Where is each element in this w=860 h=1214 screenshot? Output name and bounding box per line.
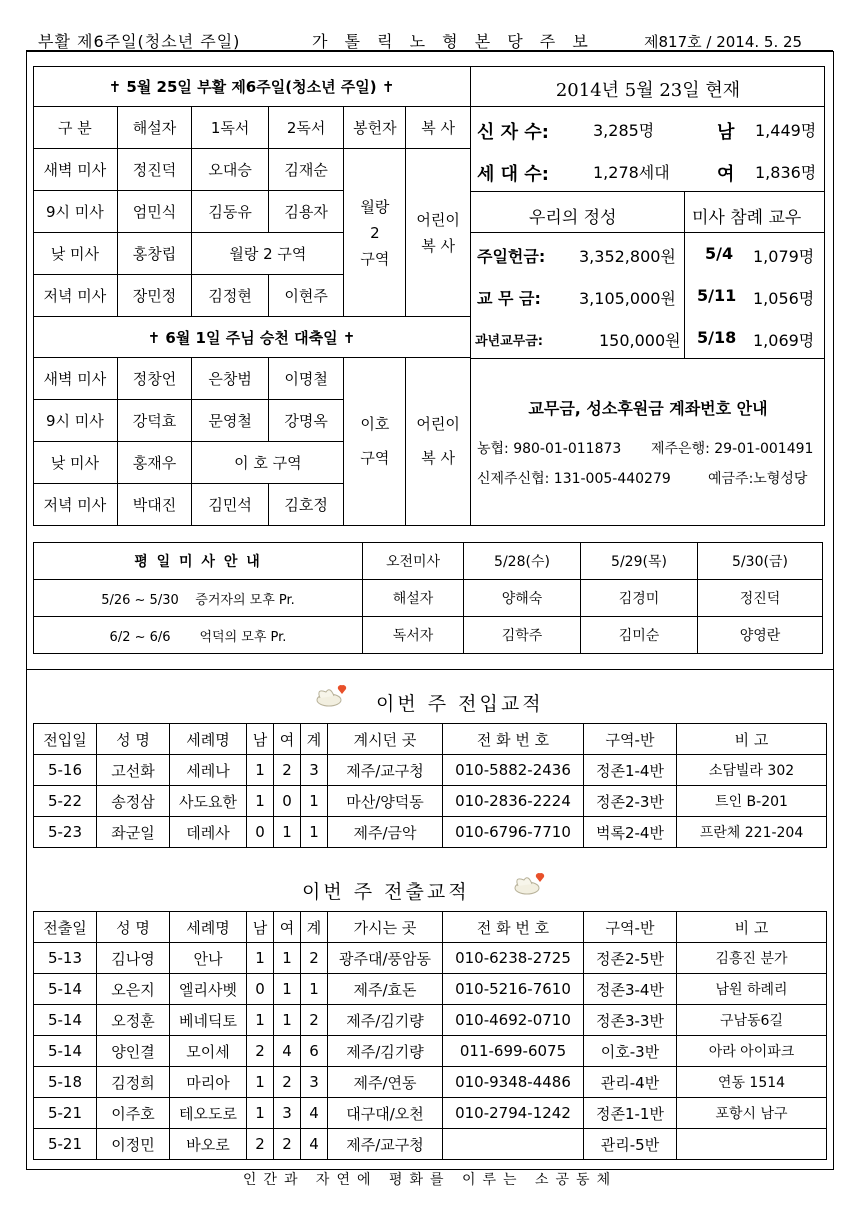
commentator: 홍창립 (117, 233, 192, 275)
altar-line: 어린이 (416, 415, 460, 434)
table-cell: 1 (274, 817, 301, 848)
table-cell: 2 (247, 1036, 274, 1067)
weekday-header: 오전미사 (363, 543, 464, 580)
transfer-out-col-header: 비 고 (677, 912, 827, 943)
reader2: 김용자 (268, 191, 344, 233)
female-label: 여 (717, 164, 735, 185)
weekday-mass-table (33, 542, 823, 654)
table-cell: 010-2836-2224 (443, 786, 584, 817)
offering-line: 구역 (360, 449, 390, 468)
table-cell: 2 (301, 943, 328, 974)
table-cell: 구남동6길 (677, 1005, 827, 1036)
table-cell: 제주/교구청 (328, 755, 443, 786)
transfer-out-col-header: 전 화 번 호 (443, 912, 584, 943)
table-cell: 오정훈 (97, 1005, 170, 1036)
table-cell: 5-21 (34, 1129, 97, 1160)
reader2: 강명옥 (268, 400, 344, 442)
table-row (34, 1098, 827, 1129)
mass-name: 저녁 미사 (33, 484, 117, 526)
weekday-period: 5/26 ~ 5/30 증거자의 모후 Pr. (34, 580, 363, 617)
households-row (471, 160, 825, 190)
divider (471, 106, 825, 107)
transfer-in-col-header: 남 (247, 724, 274, 755)
col-header: 구 분 (33, 107, 117, 149)
table-cell: 011-699-6075 (443, 1036, 584, 1067)
past-value: 150,000원 (599, 331, 681, 350)
table-cell: 3 (274, 1098, 301, 1129)
weekday-period: 6/2 ~ 6/6 억덕의 모후 Pr. (34, 617, 363, 654)
past-label: 과년교무금: (475, 334, 543, 349)
reader2: 이명철 (268, 358, 344, 400)
table-cell: 정존3-4반 (584, 974, 677, 1005)
account-shinhyup: 신제주신협: 131-005-440279 (477, 471, 671, 487)
reader2: 이현주 (268, 275, 344, 317)
reader2: 김재순 (268, 149, 344, 191)
offering-line: 월랑 (360, 197, 390, 216)
table-cell: 제주/연동 (328, 1067, 443, 1098)
transfer-in-col-header: 세례명 (170, 724, 247, 755)
bulletin-header-right: 제817호 / 2014. 5. 25 (644, 33, 803, 51)
table-row (34, 1067, 827, 1098)
weekday-person: 양해숙 (464, 580, 581, 617)
table-row (34, 1129, 827, 1160)
dove-icon (512, 870, 546, 898)
table-row (34, 1036, 827, 1067)
account-nh: 농협: 980-01-011873 (477, 441, 622, 457)
table-cell: 010-6796-7710 (443, 817, 584, 848)
commentator: 홍재우 (117, 442, 192, 484)
transfer-in-col-header: 계 (301, 724, 328, 755)
table-cell: 4 (301, 1098, 328, 1129)
col-header: 1독서 (192, 107, 269, 149)
mass-name: 낮 미사 (33, 233, 117, 275)
account-title: 교무금, 성소후원금 계좌번호 안내 (528, 399, 768, 418)
altar-line: 어린이 (416, 210, 460, 229)
table-cell: 5-21 (34, 1098, 97, 1129)
table-cell: 1 (274, 974, 301, 1005)
table-cell: 3 (301, 1067, 328, 1098)
table-cell: 고선화 (97, 755, 170, 786)
table-cell: 2 (274, 1129, 301, 1160)
table-cell: 정존1-1반 (584, 1098, 677, 1129)
account-holder: 예금주:노형성당 (708, 471, 808, 487)
liturgy-schedule-table (33, 66, 471, 526)
table-row (34, 943, 827, 974)
transfer-in-col-header: 구역-반 (584, 724, 677, 755)
transfer-in-col-header: 전 화 번 호 (443, 724, 584, 755)
attendance-count: 1,069명 (753, 331, 815, 350)
table-cell: 사도요한 (170, 786, 247, 817)
weekday-person: 김학주 (464, 617, 581, 654)
parish-stats-panel (470, 66, 825, 524)
table-cell (443, 1129, 584, 1160)
dove-icon (314, 682, 348, 710)
mass-name: 9시 미사 (33, 191, 117, 233)
table-cell: 관리-4반 (584, 1067, 677, 1098)
transfer-out-title: 이번 주 전출교적 (302, 881, 470, 903)
households-label: 세 대 수: (477, 164, 549, 185)
mass-name: 낮 미사 (33, 442, 117, 484)
table-cell: 1 (247, 755, 274, 786)
table-cell: 5-18 (34, 1067, 97, 1098)
table-cell: 1 (274, 943, 301, 974)
stats-date-title: 2014년 5월 23일 현재 (555, 80, 741, 101)
attendance-date: 5/18 (697, 328, 737, 347)
col-header: 2독서 (268, 107, 344, 149)
weekday-person: 김미순 (581, 617, 698, 654)
weekday-person: 양영란 (698, 617, 823, 654)
table-cell: 0 (247, 817, 274, 848)
mass-name: 저녁 미사 (33, 275, 117, 317)
sunday-label: 주일헌금: (477, 247, 546, 266)
table-cell: 010-5882-2436 (443, 755, 584, 786)
table-cell: 대구대/오천 (328, 1098, 443, 1129)
table-cell: 연동 1514 (677, 1067, 827, 1098)
table-cell: 4 (301, 1129, 328, 1160)
transfer-out-col-header: 계 (301, 912, 328, 943)
table-cell: 베네딕토 (170, 1005, 247, 1036)
reader1: 오대승 (192, 149, 269, 191)
table-cell: 아라 아이파크 (677, 1036, 827, 1067)
divider (471, 191, 825, 192)
commentator: 정진덕 (117, 149, 192, 191)
reader1: 김정현 (192, 275, 269, 317)
table-cell: 010-2794-1242 (443, 1098, 584, 1129)
table-cell: 마산/양덕동 (328, 786, 443, 817)
offering-title: 우리의 정성 (529, 208, 617, 228)
transfer-in-col-header: 계시던 곳 (328, 724, 443, 755)
table-row (34, 817, 827, 848)
table-cell: 김정희 (97, 1067, 170, 1098)
dues-value: 3,105,000원 (579, 289, 676, 308)
table-cell: 김흥진 분가 (677, 943, 827, 974)
sunday-value: 3,352,800원 (579, 247, 676, 266)
weekday-person: 정진덕 (698, 580, 823, 617)
female-value: 1,836명 (755, 163, 817, 182)
table-cell: 1 (247, 1098, 274, 1129)
schedule1-title: ✝ 5월 25일 부활 제6주일(청소년 주일) ✝ (33, 66, 471, 107)
divider-vertical (684, 191, 685, 359)
altar-servers (406, 358, 471, 526)
transfer-out-col-header: 전출일 (34, 912, 97, 943)
believers-value: 3,285명 (593, 121, 655, 140)
table-cell: 6 (301, 1036, 328, 1067)
table-cell: 5-14 (34, 1005, 97, 1036)
transfer-out-col-header: 가시는 곳 (328, 912, 443, 943)
offering-line: 구역 (360, 249, 390, 268)
offering-line: 이호 (360, 415, 390, 434)
table-cell: 제주/효돈 (328, 974, 443, 1005)
table-cell: 남원 하례리 (677, 974, 827, 1005)
mass-name: 9시 미사 (33, 400, 117, 442)
transfer-out-col-header: 성 명 (97, 912, 170, 943)
table-cell: 테오도로 (170, 1098, 247, 1129)
transfer-in-table (33, 723, 827, 848)
transfer-in-col-header: 여 (274, 724, 301, 755)
altar-servers (406, 149, 471, 317)
table-cell: 1 (247, 1067, 274, 1098)
attendance-date: 5/11 (697, 286, 737, 305)
table-cell: 1 (301, 786, 328, 817)
table-cell: 3 (301, 755, 328, 786)
weekday-header: 5/30(금) (698, 543, 823, 580)
table-cell: 010-4692-0710 (443, 1005, 584, 1036)
transfer-in-col-header: 비 고 (677, 724, 827, 755)
commentator: 엄민식 (117, 191, 192, 233)
table-cell: 0 (247, 974, 274, 1005)
table-cell: 010-5216-7610 (443, 974, 584, 1005)
table-row (34, 786, 827, 817)
weekday-person: 김경미 (581, 580, 698, 617)
table-cell: 5-23 (34, 817, 97, 848)
table-cell: 김나영 (97, 943, 170, 974)
commentator: 정창언 (117, 358, 192, 400)
table-cell: 정존1-4반 (584, 755, 677, 786)
table-cell: 프란체 221-204 (677, 817, 827, 848)
table-cell: 트인 B-201 (677, 786, 827, 817)
table-cell: 이정민 (97, 1129, 170, 1160)
table-cell: 정존2-5반 (584, 943, 677, 974)
attendance-title: 미사 참례 교우 (692, 208, 802, 228)
table-cell: 1 (301, 817, 328, 848)
male-label: 남 (717, 122, 735, 143)
table-row (34, 755, 827, 786)
table-cell: 좌군일 (97, 817, 170, 848)
altar-line: 복 사 (421, 236, 455, 255)
table-cell: 이호-3반 (584, 1036, 677, 1067)
table-cell: 제주/교구청 (328, 1129, 443, 1160)
table-cell: 2 (301, 1005, 328, 1036)
schedule2-title: ✝ 6월 1일 주님 승천 대축일 ✝ (33, 317, 471, 358)
table-cell: 0 (274, 786, 301, 817)
table-cell: 1 (247, 943, 274, 974)
weekday-role: 해설자 (363, 580, 464, 617)
bulletin-header-left: 부활 제6주일(청소년 주일) (38, 32, 241, 51)
weekday-title: 평 일 미 사 안 내 (34, 543, 363, 580)
weekday-header: 5/28(수) (464, 543, 581, 580)
table-cell: 마리아 (170, 1067, 247, 1098)
divider (471, 232, 825, 233)
bulletin-header-center: 가 톨 릭 노 형 본 당 주 보 (312, 32, 594, 51)
weekday-role: 독서자 (363, 617, 464, 654)
mass-name: 새벽 미사 (33, 149, 117, 191)
table-cell: 1 (301, 974, 328, 1005)
table-cell (677, 1129, 827, 1160)
transfer-in-col-header: 성 명 (97, 724, 170, 755)
table-cell: 이주호 (97, 1098, 170, 1129)
table-row (34, 974, 827, 1005)
reader1: 김동유 (192, 191, 269, 233)
table-cell: 제주/금악 (328, 817, 443, 848)
table-cell: 오은지 (97, 974, 170, 1005)
transfer-out-col-header: 세례명 (170, 912, 247, 943)
commentator: 강덕효 (117, 400, 192, 442)
table-cell: 5-22 (34, 786, 97, 817)
table-cell: 광주대/풍암동 (328, 943, 443, 974)
offering-line: 2 (370, 223, 380, 242)
col-header: 해설자 (117, 107, 192, 149)
table-cell: 정존3-3반 (584, 1005, 677, 1036)
table-cell: 양인결 (97, 1036, 170, 1067)
footer-motto: 인간과 자연에 평화를 이루는 소공동체 (242, 1172, 618, 1188)
table-row (34, 1005, 827, 1036)
table-cell: 5-14 (34, 974, 97, 1005)
table-cell: 5-13 (34, 943, 97, 974)
readers-group: 월랑 2 구역 (192, 233, 344, 275)
section-rule (26, 669, 833, 670)
believers-label: 신 자 수: (477, 122, 549, 143)
table-cell: 세레나 (170, 755, 247, 786)
table-cell: 2 (274, 1067, 301, 1098)
table-cell: 데레사 (170, 817, 247, 848)
account-jeju: 제주은행: 29-01-001491 (651, 441, 814, 457)
table-cell: 010-6238-2725 (443, 943, 584, 974)
table-cell: 5-16 (34, 755, 97, 786)
table-cell: 포항시 남구 (677, 1098, 827, 1129)
dues-label: 교 무 금: (477, 289, 541, 308)
col-header: 봉헌자 (344, 107, 406, 149)
table-cell: 엘리사벳 (170, 974, 247, 1005)
transfer-in-title: 이번 주 전입교적 (376, 693, 544, 715)
attendance-count: 1,079명 (753, 247, 815, 266)
commentator: 박대진 (117, 484, 192, 526)
table-cell: 관리-5반 (584, 1129, 677, 1160)
transfer-out-table (33, 911, 827, 1160)
table-cell: 정존2-3반 (584, 786, 677, 817)
transfer-out-col-header: 구역-반 (584, 912, 677, 943)
transfer-in-col-header: 전입일 (34, 724, 97, 755)
table-cell: 2 (247, 1129, 274, 1160)
table-cell: 1 (274, 1005, 301, 1036)
table-cell: 1 (247, 1005, 274, 1036)
table-cell: 5-14 (34, 1036, 97, 1067)
weekday-header: 5/29(목) (581, 543, 698, 580)
table-cell: 010-9348-4486 (443, 1067, 584, 1098)
reader2: 김호정 (268, 484, 344, 526)
transfer-out-col-header: 여 (274, 912, 301, 943)
attendance-date: 5/4 (705, 244, 734, 263)
col-header: 복 사 (406, 107, 471, 149)
commentator: 장민정 (117, 275, 192, 317)
mass-name: 새벽 미사 (33, 358, 117, 400)
table-cell: 1 (247, 786, 274, 817)
offering-group (344, 358, 406, 526)
readers-group: 이 호 구역 (192, 442, 344, 484)
households-value: 1,278세대 (593, 163, 670, 182)
transfer-out-col-header: 남 (247, 912, 274, 943)
table-cell: 제주/김기량 (328, 1005, 443, 1036)
table-cell: 모이세 (170, 1036, 247, 1067)
table-cell: 4 (274, 1036, 301, 1067)
table-cell: 바오로 (170, 1129, 247, 1160)
table-cell: 벅록2-4반 (584, 817, 677, 848)
reader1: 문영철 (192, 400, 269, 442)
reader1: 김민석 (192, 484, 269, 526)
reader1: 은창범 (192, 358, 269, 400)
table-cell: 송정삼 (97, 786, 170, 817)
divider (471, 358, 825, 359)
male-value: 1,449명 (755, 121, 817, 140)
altar-line: 복 사 (421, 449, 455, 468)
believers-row (471, 118, 825, 148)
table-cell: 제주/김기량 (328, 1036, 443, 1067)
table-cell: 소담빌라 302 (677, 755, 827, 786)
table-cell: 안나 (170, 943, 247, 974)
attendance-count: 1,056명 (753, 289, 815, 308)
table-cell: 2 (274, 755, 301, 786)
offering-group (344, 149, 406, 317)
